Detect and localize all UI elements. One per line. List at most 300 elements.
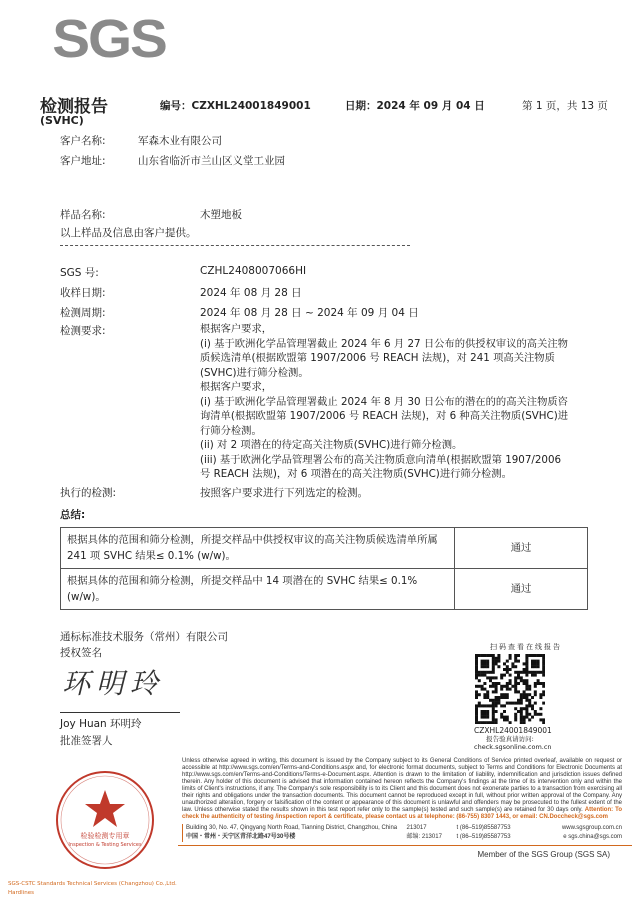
qr-module (489, 679, 492, 682)
qr-module (503, 718, 506, 721)
qr-module (483, 682, 486, 685)
qr-module (495, 676, 498, 679)
qr-module (525, 713, 528, 716)
qr-module (483, 662, 486, 665)
qr-module (537, 665, 540, 668)
email[interactable]: e sgs.china@sgs.com (563, 834, 622, 840)
qr-module (492, 721, 495, 724)
qr-module (483, 716, 486, 719)
qr-module (523, 682, 526, 685)
qr-module (475, 668, 478, 671)
qr-module (509, 688, 512, 691)
qr-module (481, 671, 484, 674)
info-value: CZHL2408007066HI (200, 265, 307, 277)
qr-module (475, 662, 478, 665)
qr-module (517, 710, 520, 713)
qr-module (523, 662, 526, 665)
qr-module (531, 696, 534, 699)
qr-module (528, 654, 531, 657)
qr-module (495, 721, 498, 724)
auth-signature-label: 授权签名 (60, 647, 102, 659)
qr-module (475, 685, 478, 688)
qr-module (500, 696, 503, 699)
qr-module (514, 718, 517, 721)
qr-module (486, 665, 489, 668)
qr-module (534, 685, 537, 688)
qr-module (492, 702, 495, 705)
zip-en: 213017 (406, 825, 427, 831)
zip-cn: 邮编: 213017 (406, 834, 442, 840)
qr-module (486, 676, 489, 679)
qr-module (539, 718, 542, 721)
executed-value: 按照客户要求进行下列选定的检测。 (200, 487, 368, 499)
qr-module (534, 674, 537, 677)
qr-module (506, 660, 509, 663)
qr-module (542, 668, 545, 671)
qr-module (517, 654, 520, 657)
req-line: (iii) 基于欧洲化学品管理署公布的高关注物质意向清单(根据欧盟第 1907/2006 (200, 453, 562, 466)
qr-module (534, 693, 537, 696)
qr-module (478, 674, 481, 677)
info-value: 2024 年 08 月 28 日 (200, 287, 302, 299)
qr-module (514, 657, 517, 660)
qr-module (492, 671, 495, 674)
qr-module (503, 674, 506, 677)
qr-module (481, 704, 484, 707)
qr-module (528, 704, 531, 707)
qr-module (486, 660, 489, 663)
qr-module (539, 696, 542, 699)
qr-verify-url[interactable]: check.sgsonline.com.cn (474, 743, 552, 751)
qr-module (481, 660, 484, 663)
qr-module (489, 676, 492, 679)
req-line: 质候选清单(根据欧盟第 1907/2006 号 REACH 法规)，对 241 项高关注物质 (200, 352, 555, 364)
qr-module (542, 721, 545, 724)
qr-module (492, 690, 495, 693)
footer-address-block (182, 824, 622, 842)
qr-module (483, 660, 486, 663)
qr-module (478, 671, 481, 674)
address-cn: 中国・常州・天宁区青洋北路47号30号楼 (186, 834, 296, 840)
table-row (61, 569, 588, 610)
qr-module (481, 710, 484, 713)
sample-label: 样品名称: (60, 209, 106, 221)
qr-module (520, 699, 523, 702)
page-number: 第 1 页，共 13 页 (522, 100, 608, 112)
requirements-text (200, 322, 568, 482)
qr-module (475, 707, 478, 710)
qr-module (525, 671, 528, 674)
qr-module (511, 662, 514, 665)
qr-module (497, 702, 500, 705)
summary-result: 通过 (455, 528, 588, 569)
qr-module (495, 710, 498, 713)
qr-module (475, 704, 478, 707)
qr-module (509, 702, 512, 705)
qr-module (534, 690, 537, 693)
qr-module (492, 668, 495, 671)
report-number: 编号：CZXHL24001849001 (160, 100, 311, 112)
qr-module (492, 699, 495, 702)
req-line: (i) 基于欧洲化学品管理署截止 2024 年 8 月 30 日公布的潜在的的高关注物质咨 (200, 395, 568, 408)
qr-module (517, 690, 520, 693)
qr-module (523, 693, 526, 696)
qr-module (525, 710, 528, 713)
qr-code[interactable] (475, 654, 545, 724)
info-label: 检测周期: (60, 307, 106, 319)
info-label: 收样日期: (60, 287, 106, 299)
req-line: 行筛分检测。 (200, 424, 262, 437)
qr-module (478, 679, 481, 682)
qr-module (478, 693, 481, 696)
qr-module (542, 690, 545, 693)
qr-module (475, 690, 478, 693)
disclaimer-text: Unless otherwise agreed in writing, this document is issued by the Company subject to its General Conditions of Service printed overleaf, available on request or accessible at http://www.sgs.com/en/Terms-and-Conditions.aspx and, for electronic format documents, subject to Terms and Conditions for Electronic Documents at http://www.sgs.com/en/Terms-and-Conditions/Terms-e-Document.aspx. Attention is drawn to the limitation of liability, indemnification and jurisdiction issues defined therein. Any holder of this document is advised that information contained hereon reflects the Company's findings at the time of its intervention only and within the limits of Client's instructions, if any. The Company's sole responsibility is to its Client and this document does not exonerate parties to a transaction from exercising all their rights and obligations under the transaction documents. This document cannot be reproduced except in full, without prior written approval of the Company. Any unauthorized alteration, forgery or falsification of the content or appearance of this document is unlawful and offenders may be prosecuted to the fullest extent of the law. Unless otherwise stated the results shown in this test report refer only to the sample(s) tested and such sample(s) are retained for 30 days only. (182, 758, 622, 813)
qr-module (523, 671, 526, 674)
qr-module (514, 654, 517, 657)
qr-module (539, 654, 542, 657)
qr-module (481, 721, 484, 724)
qr-module (506, 696, 509, 699)
req-line: 根据客户要求， (200, 381, 273, 393)
qr-module (525, 654, 528, 657)
qr-module (542, 654, 545, 657)
qr-module (542, 685, 545, 688)
qr-module (500, 713, 503, 716)
qr-module (475, 660, 478, 663)
qr-module (531, 654, 534, 657)
qr-module (506, 668, 509, 671)
qr-module (514, 679, 517, 682)
qr-module (475, 718, 478, 721)
qr-module (525, 660, 528, 663)
qr-module (506, 665, 509, 668)
qr-module (486, 690, 489, 693)
qr-module (500, 685, 503, 688)
qr-module (495, 699, 498, 702)
qr-module (523, 679, 526, 682)
qr-module (534, 654, 537, 657)
qr-module (520, 693, 523, 696)
qr-module (506, 671, 509, 674)
qr-module (523, 721, 526, 724)
qr-module (531, 704, 534, 707)
qr-module (506, 688, 509, 691)
qr-module (525, 716, 528, 719)
qr-module (534, 662, 537, 665)
qr-module (475, 713, 478, 716)
summary-table (60, 527, 588, 610)
summary-result: 通过 (455, 569, 588, 610)
qr-module (481, 716, 484, 719)
qr-module (492, 660, 495, 663)
qr-module (486, 704, 489, 707)
qr-module (495, 704, 498, 707)
attention-text[interactable]: Attention: To check the authenticity of testing /inspection report & certificate, please contact us at telephone: (86-755) 8307 1443, or email: CN.Doccheck@sgs.com (182, 807, 622, 820)
qr-module (495, 690, 498, 693)
qr-module (509, 674, 512, 677)
qr-module (497, 654, 500, 657)
signer-role: 批准签署人 (60, 735, 113, 747)
report-subtitle: (SVHC) (40, 114, 84, 127)
qr-module (520, 671, 523, 674)
svg-text:Inspection & Testing Services: Inspection & Testing Services (68, 842, 142, 848)
qr-module (489, 654, 492, 657)
qr-module (483, 671, 486, 674)
qr-module (525, 704, 528, 707)
qr-module (475, 693, 478, 696)
qr-module (537, 679, 540, 682)
qr-module (542, 657, 545, 660)
qr-module (503, 685, 506, 688)
qr-module (478, 704, 481, 707)
qr-module (542, 693, 545, 696)
qr-module (495, 660, 498, 663)
qr-module (520, 679, 523, 682)
qr-module (500, 674, 503, 677)
qr-module (528, 699, 531, 702)
qr-module (514, 713, 517, 716)
qr-module (503, 693, 506, 696)
qr-module (528, 685, 531, 688)
qr-module (511, 702, 514, 705)
sample-name: 木塑地板 (200, 209, 242, 221)
qr-module (528, 718, 531, 721)
qr-module (537, 660, 540, 663)
qr-module (483, 654, 486, 657)
qr-module (525, 696, 528, 699)
qr-module (509, 657, 512, 660)
qr-module (492, 707, 495, 710)
client-name-label: 客户名称: (60, 135, 106, 147)
qr-module (478, 654, 481, 657)
qr-module (483, 696, 486, 699)
qr-module (523, 696, 526, 699)
qr-module (497, 660, 500, 663)
handwritten-signature: 环明玲 (62, 667, 165, 700)
qr-module (537, 713, 540, 716)
qr-module (495, 688, 498, 691)
qr-module (481, 685, 484, 688)
qr-module (497, 665, 500, 668)
qr-module (489, 704, 492, 707)
inspection-stamp (35, 768, 175, 878)
qr-module (497, 696, 500, 699)
svg-text:检验检测专用章: 检验检测专用章 (80, 832, 130, 840)
qr-module (486, 654, 489, 657)
qr-module (483, 693, 486, 696)
summary-label: 总结: (60, 509, 86, 521)
qr-module (534, 671, 537, 674)
qr-report-code: CZXHL24001849001 (474, 726, 552, 735)
qr-module (542, 718, 545, 721)
signer-name: Joy Huan 环明玲 (60, 718, 142, 730)
qr-module (481, 665, 484, 668)
qr-module (514, 665, 517, 668)
qr-module (475, 671, 478, 674)
qr-module (509, 668, 512, 671)
requirements-label: 检测要求: (60, 325, 106, 337)
hardlines-label: Hardlines (8, 890, 34, 896)
qr-module (509, 682, 512, 685)
qr-module (492, 662, 495, 665)
qr-module (483, 713, 486, 716)
qr-module (486, 662, 489, 665)
qr-module (492, 685, 495, 688)
report-date: 日期：2024 年 09 月 04 日 (345, 100, 485, 112)
qr-module (495, 702, 498, 705)
qr-module (500, 688, 503, 691)
qr-module (531, 671, 534, 674)
qr-module (492, 665, 495, 668)
qr-module (492, 676, 495, 679)
qr-module (514, 690, 517, 693)
qr-module (525, 662, 528, 665)
qr-module (525, 668, 528, 671)
qr-module (492, 713, 495, 716)
qr-module (542, 702, 545, 705)
qr-module (528, 702, 531, 705)
qr-module (483, 704, 486, 707)
qr-module (489, 671, 492, 674)
qr-module (534, 710, 537, 713)
qr-module (481, 662, 484, 665)
signing-company: 通标标准技术服务（常州）有限公司 (60, 631, 228, 643)
report-title: 检测报告 (40, 97, 108, 117)
qr-module (542, 671, 545, 674)
website[interactable]: www.sgsgroup.com.cn (561, 825, 622, 831)
qr-caption: 扫码查看在线报告 (490, 643, 562, 651)
qr-module (497, 657, 500, 660)
qr-module (481, 674, 484, 677)
qr-module (500, 676, 503, 679)
qr-module (475, 721, 478, 724)
qr-module (514, 707, 517, 710)
qr-module (492, 710, 495, 713)
qr-module (537, 662, 540, 665)
qr-module (478, 721, 481, 724)
qr-module (495, 685, 498, 688)
qr-module (514, 671, 517, 674)
qr-module (486, 693, 489, 696)
qr-module (531, 660, 534, 663)
qr-module (481, 713, 484, 716)
qr-module (528, 693, 531, 696)
qr-module (539, 682, 542, 685)
signature-line (60, 712, 180, 713)
qr-module (534, 660, 537, 663)
address-en: Building 30, No. 47, Qingyang North Road, Tianning District, Changzhou, China (186, 825, 398, 831)
qr-module (514, 688, 517, 691)
qr-module (534, 702, 537, 705)
qr-module (486, 716, 489, 719)
qr-module (520, 702, 523, 705)
qr-module (525, 679, 528, 682)
qr-module (542, 674, 545, 677)
qr-module (506, 716, 509, 719)
qr-module (525, 699, 528, 702)
qr-module (503, 696, 506, 699)
qr-module (528, 688, 531, 691)
qr-module (517, 699, 520, 702)
qr-module (503, 710, 506, 713)
qr-module (523, 718, 526, 721)
qr-module (509, 654, 512, 657)
qr-module (483, 688, 486, 691)
qr-module (503, 668, 506, 671)
sgs-logo: SGS (52, 9, 166, 69)
qr-module (495, 696, 498, 699)
qr-module (506, 685, 509, 688)
qr-module (525, 707, 528, 710)
req-line: (ii) 对 2 项潜在的待定高关注物质(SVHC)进行筛分检测。 (200, 439, 463, 451)
qr-module (483, 674, 486, 677)
qr-module (542, 660, 545, 663)
qr-module (517, 674, 520, 677)
qr-module (495, 662, 498, 665)
qr-module (517, 702, 520, 705)
client-address: 山东省临沂市兰山区义堂工业园 (138, 155, 285, 167)
qr-module (520, 696, 523, 699)
footer-line (178, 845, 632, 846)
qr-module (497, 699, 500, 702)
qr-module (475, 710, 478, 713)
qr-module (500, 693, 503, 696)
req-line: (i) 基于欧洲化学品管理署截止 2024 年 6 月 27 日公布的供授权审议的高关注物 (200, 337, 568, 350)
qr-module (520, 721, 523, 724)
req-line: 根据客户要求， (200, 323, 273, 335)
req-line: (SVHC)进行筛分检测。 (200, 366, 309, 379)
tel-cn: t (86–519)85587753 (456, 834, 511, 840)
qr-module (514, 682, 517, 685)
footer-disclaimer (182, 758, 622, 821)
qr-module (492, 657, 495, 660)
sample-note: 以上样品及信息由客户提供。 (60, 227, 197, 239)
qr-module (509, 679, 512, 682)
qr-module (542, 665, 545, 668)
qr-module (531, 716, 534, 719)
summary-text: 根据具体的范围和筛分检测，所提交样品中 14 项潜在的 SVHC 结果≤ 0.1% (w/w)。 (61, 569, 455, 610)
qr-module (475, 676, 478, 679)
qr-module (534, 682, 537, 685)
qr-module (531, 707, 534, 710)
qr-module (486, 713, 489, 716)
qr-module (542, 662, 545, 665)
qr-module (495, 718, 498, 721)
info-label: SGS 号: (60, 267, 99, 279)
qr-module (489, 699, 492, 702)
qr-module (539, 693, 542, 696)
qr-module (517, 676, 520, 679)
qr-module (483, 721, 486, 724)
qr-module (531, 674, 534, 677)
stamp-company: SGS-CSTC Standards Technical Services (Changzhou) Co.,Ltd. (8, 881, 177, 887)
qr-module (475, 674, 478, 677)
qr-module (511, 665, 514, 668)
executed-label: 执行的检测: (60, 487, 117, 499)
qr-module (495, 682, 498, 685)
qr-module (539, 671, 542, 674)
qr-module (486, 721, 489, 724)
qr-module (503, 716, 506, 719)
qr-module (475, 657, 478, 660)
qr-module (514, 716, 517, 719)
tel-en: t (86–519)85587753 (456, 825, 511, 831)
qr-module (539, 707, 542, 710)
qr-module (517, 660, 520, 663)
qr-module (520, 710, 523, 713)
qr-verify-label: 报告验真请访问: (486, 735, 534, 743)
